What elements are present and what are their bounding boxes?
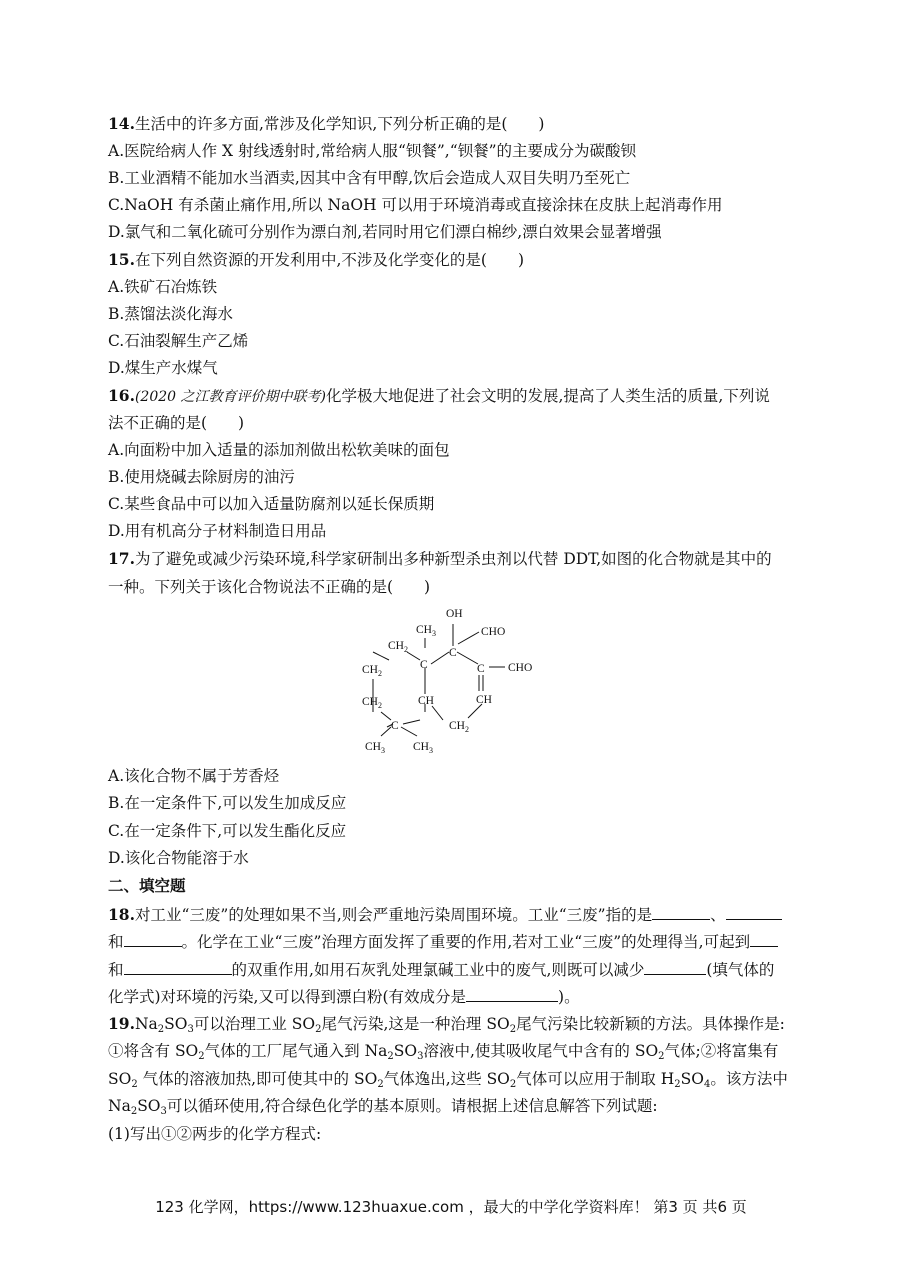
q17-ch2-c-label: $CH_2$ <box>362 696 382 710</box>
q14-option-b[interactable]: B.工业酒精不能加水当酒卖,因其中含有甲醇,饮后会造成人双目失明乃至死亡 <box>108 169 631 187</box>
q18-line4: 化学式)对环境的污染,又可以得到漂白粉(有效成分是 )。 <box>108 985 580 1008</box>
q16-option-d[interactable]: D.用有机高分子材料制造日用品 <box>108 522 327 540</box>
q16-option-a[interactable]: A.向面粉中加入适量的添加剂做出松软美味的面包 <box>108 441 450 459</box>
q18-blank-7[interactable] <box>466 985 558 1002</box>
q17-ch-right-label: CH <box>476 694 492 706</box>
q14-number: 14. <box>108 114 135 133</box>
q17-number: 17. <box>108 549 135 568</box>
q17-c4-label: C <box>391 720 399 732</box>
q18-line3: 和 的双重作用,如用石灰乳处理氯碱工业中的废气,则既可以减少 (填气体的 <box>108 958 774 981</box>
q16-stem: 16.(2020 之江教育评价期中联考)化学极大地促进了社会文明的发展,提高了人类生活的质量,下列说 <box>108 386 770 405</box>
q15-option-d[interactable]: D.煤生产水煤气 <box>108 359 218 377</box>
q16-option-b[interactable]: B.使用烧碱去除厨房的油污 <box>108 468 295 486</box>
q15-option-c[interactable]: C.石油裂解生产乙烯 <box>108 332 249 350</box>
q15-option-a[interactable]: A.铁矿石冶炼铁 <box>108 278 218 296</box>
q17-ch2-a-label: $CH_2$ <box>388 640 408 654</box>
section-title: 二、填空题 <box>108 877 186 895</box>
q18-blank-4[interactable] <box>750 930 778 947</box>
q17-option-c[interactable]: C.在一定条件下,可以发生酯化反应 <box>108 822 347 840</box>
q17-option-d[interactable]: D.该化合物能溶于水 <box>108 849 249 867</box>
q17-ch3-top-label: $CH_3$ <box>416 624 436 638</box>
q17-ch2-d-label: $CH_2$ <box>449 720 469 734</box>
q15-stem: 15.在下列自然资源的开发利用中,不涉及化学变化的是( ) <box>108 250 524 269</box>
q16-number: 16. <box>108 386 135 405</box>
q14-option-d[interactable]: D.氯气和二氧化硫可分别作为漂白剂,若同时用它们漂白棉纱,漂白效果会显著增强 <box>108 223 662 241</box>
q16-option-c[interactable]: C.某些食品中可以加入适量防腐剂以延长保质期 <box>108 495 435 513</box>
q17-ch2-b-label: $CH_2$ <box>362 664 382 678</box>
q18-blank-1[interactable] <box>652 903 710 920</box>
q18-line2: 和 。化学在工业“三废”治理方面发挥了重要的作用,若对工业“三废”的处理得当,可起到 <box>108 930 778 953</box>
q19-line4: $Na_2SO_3$可以循环使用,符合绿色化学的基本原则。请根据上述信息解答下列试题: <box>108 1097 658 1117</box>
q14-option-c[interactable]: C.NaOH 有杀菌止痛作用,所以 NaOH 可以用于环境消毒或直接涂抹在皮肤上起消毒作用 <box>108 196 723 214</box>
q15-number: 15. <box>108 250 135 269</box>
q17-cho-right-label: CHO <box>508 662 533 674</box>
q14-stem: 14.生活中的许多方面,常涉及化学知识,下列分析正确的是( ) <box>108 114 545 133</box>
q17-cho-top-label: CHO <box>481 626 506 638</box>
q17-c1-label: C <box>420 659 428 671</box>
q18-blank-6[interactable] <box>644 958 706 975</box>
q17-oh-label: OH <box>446 608 463 620</box>
q17-c3-label: C <box>477 663 485 675</box>
q18-blank-2[interactable] <box>726 903 782 920</box>
q17-option-b[interactable]: B.在一定条件下,可以发生加成反应 <box>108 794 347 812</box>
q17-stem-cont: 一种。下列关于该化合物说法不正确的是( ) <box>108 578 431 596</box>
q19-line1: $19.Na_2SO_3$可以治理工业 $SO_2$尾气污染,这是一种治理 $SO_2$尾气污染比较新颖的方法。具体操作是: <box>108 1014 785 1035</box>
page-footer: 123 化学网，https://www.123huaxue.com ，最大的中学化学资料库！ 第3 页 共6 页 <box>155 1198 747 1216</box>
q19-line3: $SO_2$ 气体的溶液加热,即可使其中的 $SO_2$气体逸出,这些 $SO_2$气体可以应用于制取 $H_2SO_4$。该方法中 <box>108 1070 788 1090</box>
q19-number: 19. <box>108 1014 135 1033</box>
q17-stem: 17.为了避免或减少污染环境,科学家研制出多种新型杀虫剂以代替 DDT,如图的化合物就是其中的 <box>108 549 772 568</box>
q15-option-b[interactable]: B.蒸馏法淡化海水 <box>108 305 233 323</box>
q17-ch-mid-label: CH <box>418 695 434 707</box>
q19-line5: (1)写出①②两步的化学方程式: <box>108 1125 322 1143</box>
q17-c2-label: C <box>449 647 457 659</box>
q18-line1: 18.对工业“三废”的处理如果不当,则会严重地污染周围环境。工业“三废”指的是 、 <box>108 903 782 926</box>
q16-stem-cont: 法不正确的是( ) <box>108 414 245 432</box>
q17-option-a[interactable]: A.该化合物不属于芳香烃 <box>108 767 280 785</box>
q14-option-a[interactable]: A.医院给病人作 X 射线透射时,常给病人服“钡餐”,“钡餐”的主要成分为碳酸钡 <box>108 142 637 160</box>
q18-blank-3[interactable] <box>124 930 182 947</box>
q16-source: (2020 之江教育评价期中联考) <box>134 389 326 405</box>
q17-ch3-left-label: $CH_3$ <box>365 741 385 755</box>
q18-number: 18. <box>108 905 135 924</box>
q19-line2: ①将含有 $SO_2$气体的工厂尾气通入到 $Na_2SO_3$溶液中,使其吸收尾气中含有的 $SO_2$气体;②将富集有 <box>108 1042 779 1062</box>
q17-ch3-right-label: $CH_3$ <box>413 741 433 755</box>
q17-structure-diagram <box>325 602 565 762</box>
q18-blank-5[interactable] <box>124 958 232 975</box>
